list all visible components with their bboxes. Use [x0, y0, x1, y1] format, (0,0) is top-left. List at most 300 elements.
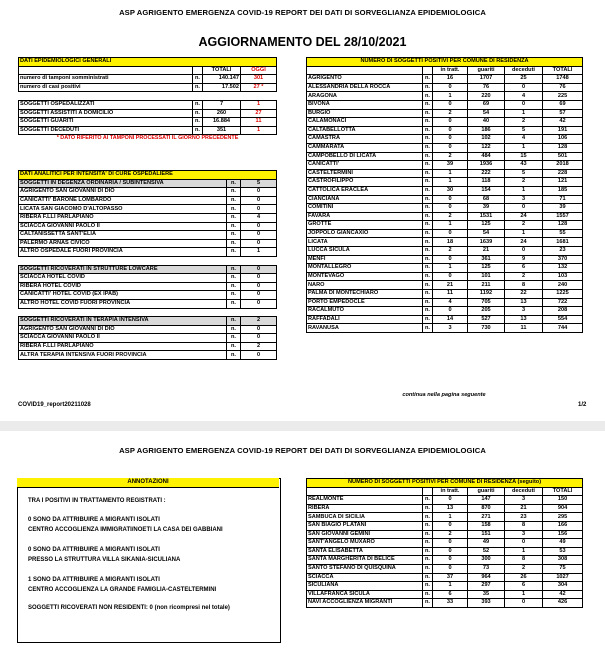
comune-value: 1: [433, 169, 468, 178]
table-row: [19, 274, 277, 283]
comune-value: 0: [505, 204, 543, 213]
row-label: AGRIGENTO SAN GIOVANNI DI DIO: [19, 325, 227, 334]
table-cell: n.: [227, 205, 241, 214]
spacer-row: [19, 92, 277, 101]
table-title-row: [19, 171, 277, 180]
spacer-row: [19, 256, 277, 265]
comune-value: 208: [543, 307, 583, 316]
row-label: CANICATTI' HOTEL COVID (EX IPAB): [19, 291, 227, 300]
comune-value: 5: [505, 126, 543, 135]
comune-value: 37: [433, 573, 468, 582]
table-cell: n.: [423, 521, 433, 530]
row-label: PALERMO ARNAS CIVICO: [19, 239, 227, 248]
table-cell: n.: [227, 188, 241, 197]
table-cell: [19, 308, 277, 317]
page1-title: AGGIORNAMENTO DEL 28/10/2021: [198, 35, 407, 49]
comune-value: 21: [433, 281, 468, 290]
section-label: SOGGETTI IN DEGENZA ORDINARIA / SUBINTENSIVA: [19, 179, 227, 188]
comune-row: [307, 539, 583, 548]
comune-name: CASTROFILIPPO: [307, 178, 423, 187]
table-cell: n.: [227, 248, 241, 257]
comune-value: 8: [505, 556, 543, 565]
comune-value: 0: [433, 143, 468, 152]
comune-value: 0: [433, 307, 468, 316]
section-value: 0: [241, 265, 277, 274]
table-row: [19, 126, 277, 135]
table-header-row: [307, 487, 583, 496]
comune-name: NAVI ACCOGLIENZA MIGRANTI: [307, 599, 423, 608]
comune-value: 4: [505, 135, 543, 144]
comune-value: 42: [543, 590, 583, 599]
comune-value: 4: [505, 92, 543, 101]
comune-value: 1: [505, 229, 543, 238]
comune-value: 744: [543, 324, 583, 333]
comune-value: 24: [505, 212, 543, 221]
comune-value: 154: [468, 186, 505, 195]
row-value: 0: [241, 222, 277, 231]
comune-name: BURGIO: [307, 109, 423, 118]
table-cell: n.: [423, 556, 433, 565]
comune-value: 501: [543, 152, 583, 161]
annotation-line: SOGGETTI RICOVERATI NON RESIDENTI: 0 (non ricompresi nel totale): [28, 605, 230, 611]
table-cell: n.: [423, 92, 433, 101]
comune-value: 0: [433, 204, 468, 213]
comune-value: 205: [468, 307, 505, 316]
page-separator: [0, 421, 605, 431]
comune-value: 554: [543, 315, 583, 324]
hospital-data-table: [18, 170, 277, 360]
comune-value: 2: [433, 109, 468, 118]
comune-row: [307, 264, 583, 273]
comune-row: [307, 573, 583, 582]
comune-row: [307, 92, 583, 101]
section-label: SOGGETTI RICOVERATI IN STRUTTURE LOWCARE: [19, 265, 227, 274]
row-value: 0: [241, 239, 277, 248]
today-value: 27 *: [241, 83, 277, 92]
comune-name: RAVANUSA: [307, 324, 423, 333]
comune-value: 49: [468, 539, 505, 548]
table-cell: n.: [423, 290, 433, 299]
section-label: SOGGETTI RICOVERATI IN TERAPIA INTENSIVA: [19, 317, 227, 326]
row-label: ALTRO OSPEDALE FUORI PROVINCIA: [19, 248, 227, 257]
comune-name: SANTA MARGHERITA DI BELICE: [307, 556, 423, 565]
comune-name: CALAMONACI: [307, 118, 423, 127]
comune-value: 0: [433, 547, 468, 556]
column-header: TOTALI: [543, 487, 583, 496]
row-value: 2: [241, 342, 277, 351]
comune-value: 6: [505, 264, 543, 273]
comune-value: 1225: [543, 290, 583, 299]
comune-value: 16: [433, 75, 468, 84]
comune-name: RIBERA: [307, 504, 423, 513]
comune-row: [307, 547, 583, 556]
comune-value: 2: [433, 247, 468, 256]
row-value: 0: [241, 188, 277, 197]
annotation-line: 0 SONO DA ATTRIBUIRE A MIGRANTI ISOLATI: [28, 547, 160, 553]
comune-row: [307, 513, 583, 522]
comune-value: 0: [433, 556, 468, 565]
comune-row: [307, 83, 583, 92]
today-value: 11: [241, 118, 277, 127]
table-title: DATI EPIDEMIOLOGICI GENERALI: [19, 58, 277, 67]
comune-value: 0: [433, 195, 468, 204]
comune-value: 3: [505, 530, 543, 539]
comune-name: NARO: [307, 281, 423, 290]
comune-value: 106: [543, 135, 583, 144]
row-label: SOGGETTI DECEDUTI: [19, 126, 193, 135]
comune-value: 35: [468, 590, 505, 599]
table-row: [19, 196, 277, 205]
column-header: TOTALI: [203, 66, 241, 75]
section-value: 2: [241, 317, 277, 326]
comune-value: 125: [468, 221, 505, 230]
comune-value: 23: [505, 513, 543, 522]
comune-row: [307, 564, 583, 573]
comune-value: 297: [468, 582, 505, 591]
table-cell: n.: [227, 282, 241, 291]
comune-value: 4: [433, 298, 468, 307]
comune-row: [307, 100, 583, 109]
comune-value: 2: [505, 564, 543, 573]
comune-name: JOPPOLO GIANCAXIO: [307, 229, 423, 238]
comune-value: 225: [543, 92, 583, 101]
table-cell: n.: [423, 195, 433, 204]
comune-row: [307, 324, 583, 333]
row-label: ALTRO HOTEL COVID FUORI PROVINCIA: [19, 299, 227, 308]
table-row: [19, 213, 277, 222]
annotation-line: 0 SONO DA ATTRIBUIRE A MIGRANTI ISOLATI: [28, 517, 160, 523]
table-row: [19, 248, 277, 257]
total-value: 16.884: [203, 118, 241, 127]
footnote: * DATO RIFERITO AI TAMPONI PROCESSATI IL GIORNO PRECEDENTE: [56, 135, 239, 142]
row-label: RIBERA HOTEL COVID: [19, 282, 227, 291]
row-label: SCIACCA GIOVANNI PAOLO II: [19, 222, 227, 231]
comune-value: 23: [543, 247, 583, 256]
table-row: [19, 351, 277, 360]
comune-value: 101: [468, 272, 505, 281]
comune-value: 69: [468, 100, 505, 109]
table-cell: n.: [423, 169, 433, 178]
table-cell: n.: [423, 496, 433, 505]
table-cell: n.: [423, 573, 433, 582]
comune-value: 30: [433, 186, 468, 195]
comune-value: 128: [543, 143, 583, 152]
table-cell: [307, 66, 423, 75]
comune-row: [307, 186, 583, 195]
comune-name: SAN BIAGIO PLATANI: [307, 521, 423, 530]
comune-value: 1: [433, 513, 468, 522]
comune-value: 1192: [468, 290, 505, 299]
comune-name: MONTALLEGRO: [307, 264, 423, 273]
comune-row: [307, 281, 583, 290]
comune-value: 2: [433, 212, 468, 221]
table-cell: n.: [423, 264, 433, 273]
comune-value: 9: [505, 255, 543, 264]
comune-value: 6: [433, 590, 468, 599]
comune-value: 228: [543, 169, 583, 178]
comune-value: 1: [433, 582, 468, 591]
comune-value: 0: [505, 247, 543, 256]
table-cell: n.: [423, 547, 433, 556]
comune-row: [307, 298, 583, 307]
comune-value: 191: [543, 126, 583, 135]
row-label: SOGGETTI GUARITI: [19, 118, 193, 127]
comune-value: 0: [433, 229, 468, 238]
comune-value: 0: [505, 539, 543, 548]
table-header-row: [19, 66, 277, 75]
comune-value: 42: [543, 118, 583, 127]
comune-name: VILLAFRANCA SICULA: [307, 590, 423, 599]
comune-value: 54: [468, 109, 505, 118]
table-row: [19, 239, 277, 248]
comune-value: 73: [468, 564, 505, 573]
comune-row: [307, 504, 583, 513]
row-label: LICATA SAN GIACOMO D'ALTOPASSO: [19, 205, 227, 214]
row-label: SOGGETTI OSPEDALIZZATI: [19, 100, 193, 109]
page-number: 1/2: [578, 402, 587, 408]
table-cell: n.: [423, 75, 433, 84]
comune-name: PALMA DI MONTECHIARO: [307, 290, 423, 299]
table-row: [19, 342, 277, 351]
table-cell: [19, 92, 277, 101]
today-value: 1: [241, 100, 277, 109]
comune-name: AGRIGENTO: [307, 75, 423, 84]
column-header: TOTALI: [543, 66, 583, 75]
row-value: 0: [241, 291, 277, 300]
comune-value: 18: [433, 238, 468, 247]
comune-row: [307, 135, 583, 144]
table-cell: n.: [227, 213, 241, 222]
comune-value: 24: [505, 238, 543, 247]
comune-value: 370: [543, 255, 583, 264]
comune-value: 2: [433, 530, 468, 539]
comune-row: [307, 247, 583, 256]
comune-row: [307, 272, 583, 281]
row-label: RIBERA F.LLI PARLAPIANO: [19, 213, 227, 222]
table-cell: n.: [423, 599, 433, 608]
comune-value: 11: [433, 290, 468, 299]
comune-name: LICATA: [307, 238, 423, 247]
comune-value: 1531: [468, 212, 505, 221]
today-value: 301: [241, 75, 277, 84]
table-cell: n.: [423, 238, 433, 247]
table-row: [19, 325, 277, 334]
column-header: deceduti: [505, 66, 543, 75]
comune-value: 1681: [543, 238, 583, 247]
comune-value: 15: [505, 152, 543, 161]
comune-name: LUCCA SICULA: [307, 247, 423, 256]
table-cell: n.: [423, 272, 433, 281]
comune-value: 1748: [543, 75, 583, 84]
comune-value: 222: [468, 169, 505, 178]
comune-value: 2: [505, 221, 543, 230]
table-row: [19, 291, 277, 300]
comune-value: 527: [468, 315, 505, 324]
continua-note: continua nella pagina seguente: [402, 392, 486, 398]
comune-value: 870: [468, 504, 505, 513]
table-cell: n.: [227, 291, 241, 300]
row-label: numero di casi positivi: [19, 83, 193, 92]
comune-value: 118: [468, 178, 505, 187]
table-cell: n.: [423, 504, 433, 513]
comune-value: 13: [505, 298, 543, 307]
comune-value: 1: [505, 109, 543, 118]
table-cell: n.: [227, 299, 241, 308]
row-label: SOGGETTI ASSISTITI A DOMICILIO: [19, 109, 193, 118]
table-cell: [423, 487, 433, 496]
comune-value: 904: [543, 504, 583, 513]
table-cell: n.: [193, 75, 203, 84]
comune-value: 6: [505, 582, 543, 591]
table-cell: n.: [227, 239, 241, 248]
comune-value: 39: [543, 204, 583, 213]
comune-value: 3: [505, 496, 543, 505]
table-row: [19, 75, 277, 84]
row-value: 4: [241, 213, 277, 222]
table-cell: n.: [193, 109, 203, 118]
comune-value: 2: [433, 152, 468, 161]
comune-value: 52: [468, 547, 505, 556]
comune-value: 0: [433, 83, 468, 92]
table-cell: n.: [423, 204, 433, 213]
comune-row: [307, 521, 583, 530]
comune-row: [307, 496, 583, 505]
row-label: SCIACCA GIOVANNI PAOLO II: [19, 334, 227, 343]
comune-value: 156: [543, 530, 583, 539]
comune-row: [307, 238, 583, 247]
comune-value: 43: [505, 161, 543, 170]
spacer-row: [19, 308, 277, 317]
comune-row: [307, 212, 583, 221]
comune-value: 426: [543, 599, 583, 608]
row-value: 0: [241, 205, 277, 214]
comuni-table: [306, 57, 583, 333]
comune-row: [307, 161, 583, 170]
row-label: CALTANISSETTA SANT'ELIA: [19, 231, 227, 240]
comune-value: 76: [468, 83, 505, 92]
comune-name: COMITINI: [307, 204, 423, 213]
comune-name: SANTA ELISABETTA: [307, 547, 423, 556]
comune-value: 1936: [468, 161, 505, 170]
table-cell: n.: [193, 100, 203, 109]
annotation-line: PRESSO LA STRUTTURA VILLA SIKANIA-SICULIANA: [28, 557, 181, 563]
comune-value: 121: [543, 178, 583, 187]
comune-value: 964: [468, 573, 505, 582]
comune-name: ARAGONA: [307, 92, 423, 101]
comune-value: 1: [505, 186, 543, 195]
table-cell: n.: [423, 186, 433, 195]
comune-name: PORTO EMPEDOCLE: [307, 298, 423, 307]
comune-value: 0: [505, 83, 543, 92]
table-cell: n.: [193, 126, 203, 135]
table-row: [19, 231, 277, 240]
comune-row: [307, 118, 583, 127]
table-row: [19, 118, 277, 127]
comune-name: SANTO STEFANO DI QUISQUINA: [307, 564, 423, 573]
annotation-line: TRA I POSITIVI IN TRATTAMENTO REGISTRATI :: [28, 498, 166, 504]
comune-name: RAFFADALI: [307, 315, 423, 324]
row-value: 0: [241, 196, 277, 205]
comune-value: 53: [543, 547, 583, 556]
today-value: 27: [241, 109, 277, 118]
table-cell: n.: [227, 179, 241, 188]
comune-value: 68: [468, 195, 505, 204]
comune-value: 722: [543, 298, 583, 307]
comune-name: CASTELTERMINI: [307, 169, 423, 178]
comune-row: [307, 255, 583, 264]
comune-name: CAMPOBELLO DI LICATA: [307, 152, 423, 161]
comune-value: 1707: [468, 75, 505, 84]
comune-row: [307, 169, 583, 178]
comune-value: 0: [433, 118, 468, 127]
comune-value: 14: [433, 315, 468, 324]
comune-value: 1027: [543, 573, 583, 582]
table-cell: n.: [227, 265, 241, 274]
table-cell: n.: [423, 221, 433, 230]
comune-value: 0: [433, 539, 468, 548]
row-label: numero di tamponi somministrati: [19, 75, 193, 84]
comune-row: [307, 195, 583, 204]
annotation-line: 1 SONO DA ATTRIBUIRE A MIGRANTI ISOLATI: [28, 577, 160, 583]
comune-value: 304: [543, 582, 583, 591]
comune-name: SAN GIOVANNI GEMINI: [307, 530, 423, 539]
comune-row: [307, 307, 583, 316]
row-label: CANICATTI' BARONE LOMBARDO: [19, 196, 227, 205]
table-row: [19, 109, 277, 118]
column-header: guariti: [468, 487, 505, 496]
comune-row: [307, 530, 583, 539]
table-title: DATI ANALITICI PER INTENSITA' DI CURE OSPEDALIERE: [19, 171, 277, 180]
comune-row: [307, 178, 583, 187]
comune-value: 3: [433, 324, 468, 333]
table-title: NUMERO DI SOGGETTI POSITIVI PER COMUNE DI RESIDENZA: [307, 58, 583, 67]
comune-value: 3: [505, 307, 543, 316]
comune-value: 0: [433, 126, 468, 135]
table-cell: n.: [423, 212, 433, 221]
column-header: deceduti: [505, 487, 543, 496]
comune-value: 240: [543, 281, 583, 290]
table-cell: n.: [423, 178, 433, 187]
comune-value: 147: [468, 496, 505, 505]
total-value: 17.502: [203, 83, 241, 92]
comune-value: 166: [543, 521, 583, 530]
comune-row: [307, 315, 583, 324]
table-cell: n.: [227, 325, 241, 334]
comune-value: 2: [505, 118, 543, 127]
column-header: guariti: [468, 66, 505, 75]
comune-value: 185: [543, 186, 583, 195]
comune-value: 0: [433, 100, 468, 109]
table-cell: n.: [423, 126, 433, 135]
comune-row: [307, 590, 583, 599]
table-row: [19, 83, 277, 92]
page1-header: ASP AGRIGENTO EMERGENZA COVID-19 REPORT DEI DATI DI SORVEGLIANZA EPIDEMIOLOGICA: [119, 8, 486, 17]
comune-value: 186: [468, 126, 505, 135]
table-row: [19, 282, 277, 291]
total-value: 140.147: [203, 75, 241, 84]
comune-value: 393: [468, 599, 505, 608]
table-title: NUMERO DI SOGGETTI POSITIVI PER COMUNE DI RESIDENZA (seguito): [307, 479, 583, 488]
comune-value: 71: [543, 195, 583, 204]
comune-value: 1: [433, 264, 468, 273]
comune-value: 1557: [543, 212, 583, 221]
comune-name: BIVONA: [307, 100, 423, 109]
row-value: 1: [241, 248, 277, 257]
comune-value: 2: [505, 272, 543, 281]
row-value: 0: [241, 325, 277, 334]
today-value: 1: [241, 126, 277, 135]
comune-row: [307, 221, 583, 230]
